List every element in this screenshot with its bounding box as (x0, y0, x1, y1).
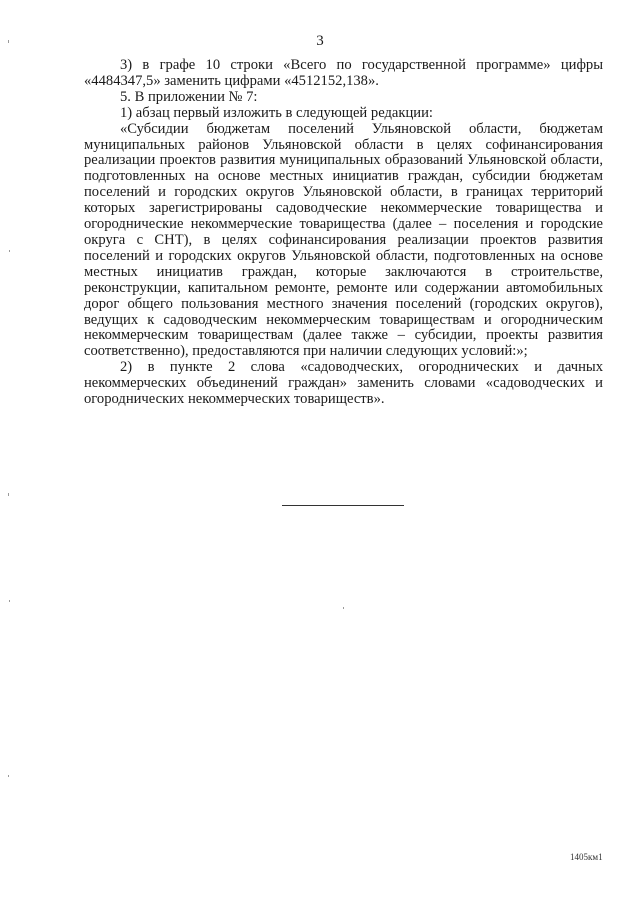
paragraph-appendix-7-heading: 5. В приложении № 7: (120, 88, 258, 105)
scan-speck (9, 600, 10, 602)
closing-divider-line (282, 505, 404, 506)
paragraph-item-2: 2) в пункте 2 слова «садоводческих, огороднических и дачных некоммерческих объединений граждан» заменить словами «садоводческих и огороднических некоммерческих товариществ». (84, 359, 603, 408)
paragraph-amendment-3: 3) в графе 10 строки «Всего по государственной программе» цифры «4484347,5» заменить цифрами «4512152,138». (84, 57, 603, 89)
document-body (84, 58, 603, 408)
paragraph-item-1: 1) абзац первый изложить в следующей редакции: (120, 104, 433, 121)
scan-speck (8, 40, 9, 43)
scan-speck (8, 493, 9, 496)
scan-speck (9, 250, 10, 252)
document-code: 1405км1 (570, 852, 603, 862)
scan-speck (343, 607, 344, 609)
paragraph-subsidies-quote: «Субсидии бюджетам поселений Ульяновской области, бюджетам муниципальных районов Ульяновской области в целях софинансирования реализации проектов развития муниципальных образований Ульяновской области, подготовленных на основе местных инициатив граждан, субсидии бюджетам поселений и городских округов Ульяновской области, в границах территорий которых зарегистрированы садоводческие некоммерческие товарищества и огороднические некоммерческие товарищества (далее – поселения и городские округа с СНТ), в целях софинансирования реализации проектов развития поселений и городских округов Ульяновской области, подготовленных на основе местных инициатив граждан, которые заключаются в строительстве, реконструкции, капитальном ремонте, ремонте или содержании автомобильных дорог общего пользования местного значения поселений (городских округов), ведущих к садоводческим некоммерческим товариществам и огородническим некоммерческим товариществам (далее также – субсидии, проекты развития соответственно), предоставляются при наличии следующих условий:»; (84, 120, 603, 360)
scan-speck (8, 775, 9, 777)
page-number: 3 (316, 33, 324, 49)
